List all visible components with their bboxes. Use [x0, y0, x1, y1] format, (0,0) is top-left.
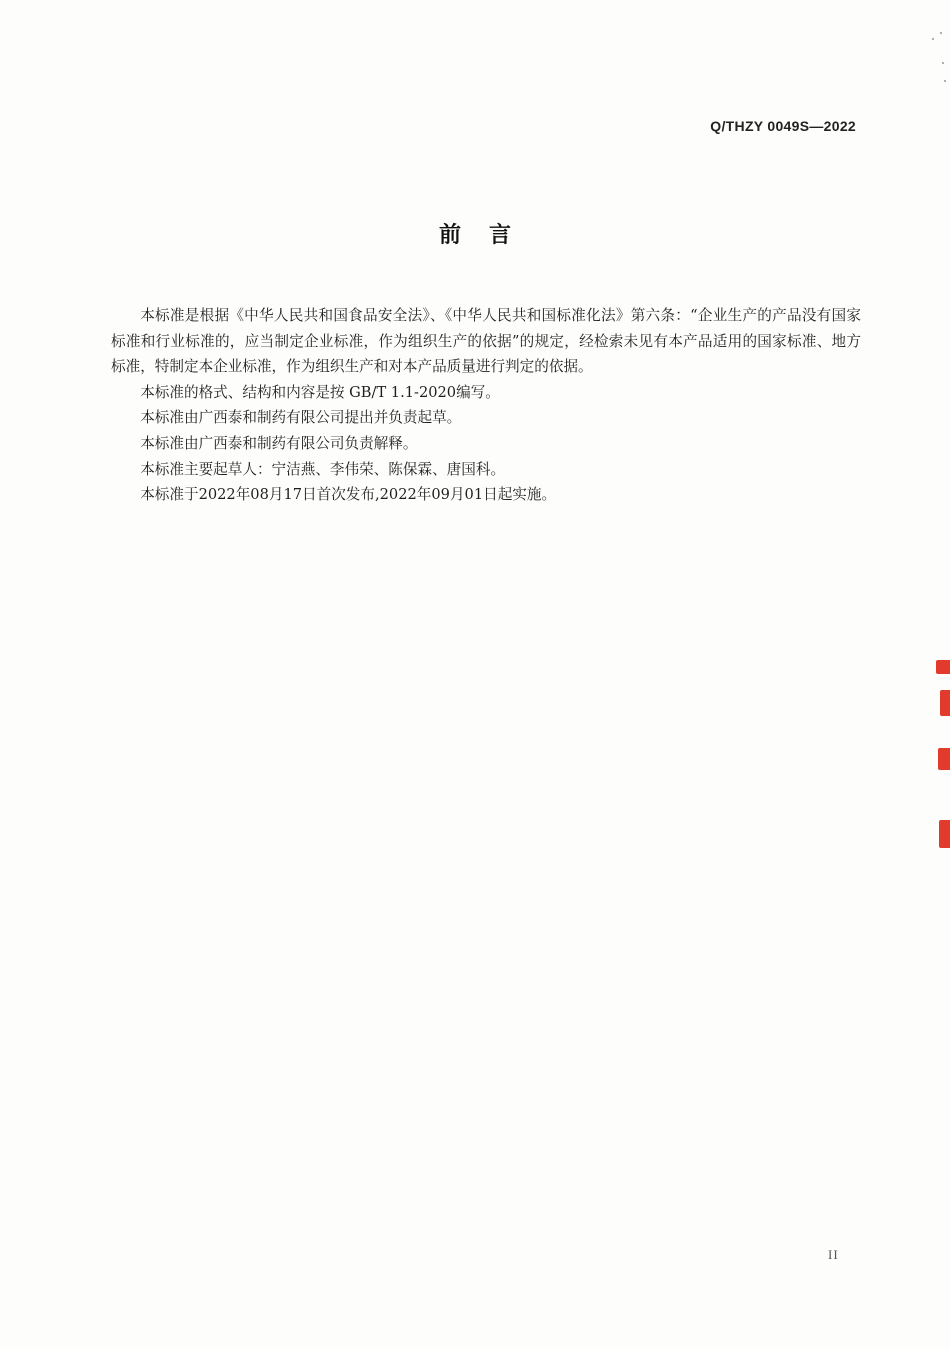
paragraph-interpreter: 本标准由广西泰和制药有限公司负责解释。: [140, 434, 418, 452]
scan-speck: [932, 38, 934, 40]
scan-speck: [942, 62, 944, 64]
document-body: [111, 303, 861, 508]
paragraph-dates: 本标准于2022年08月17日首次发布,2022年09月01日起实施。: [140, 486, 557, 504]
paragraph-basis: 本标准是根据《中华人民共和国食品安全法》、《中华人民共和国标准化法》第六条：“企业生产的产品没有国家标准和行业标准的，应当制定企业标准，作为组织生产的依据”的规定，经检索未见有本产品适用的国家标准、地方标准，特制定本企业标准，作为组织生产和对本产品质量进行判定的依据。: [111, 307, 861, 376]
seal-fragment-lower: [939, 820, 950, 848]
scan-speck: [944, 80, 946, 82]
paragraph-drafters: 本标准主要起草人：宁洁燕、李伟荣、陈保霖、唐国科。: [140, 460, 506, 478]
seal-fragment-upper: [940, 690, 950, 716]
page-number: II: [828, 1247, 839, 1262]
document-code: Q/THZY 0049S—2022: [710, 118, 856, 134]
scan-speck: [940, 32, 942, 34]
seal-fragment-top: [936, 660, 950, 674]
paragraph-proposer: 本标准由广西泰和制药有限公司提出并负责起草。: [140, 409, 462, 427]
seal-fragment-middle: [938, 748, 950, 770]
page-title: 前言: [438, 223, 539, 248]
paragraph-format: 本标准的格式、结构和内容是按 GB/T 1.1-2020编写。: [140, 383, 500, 401]
